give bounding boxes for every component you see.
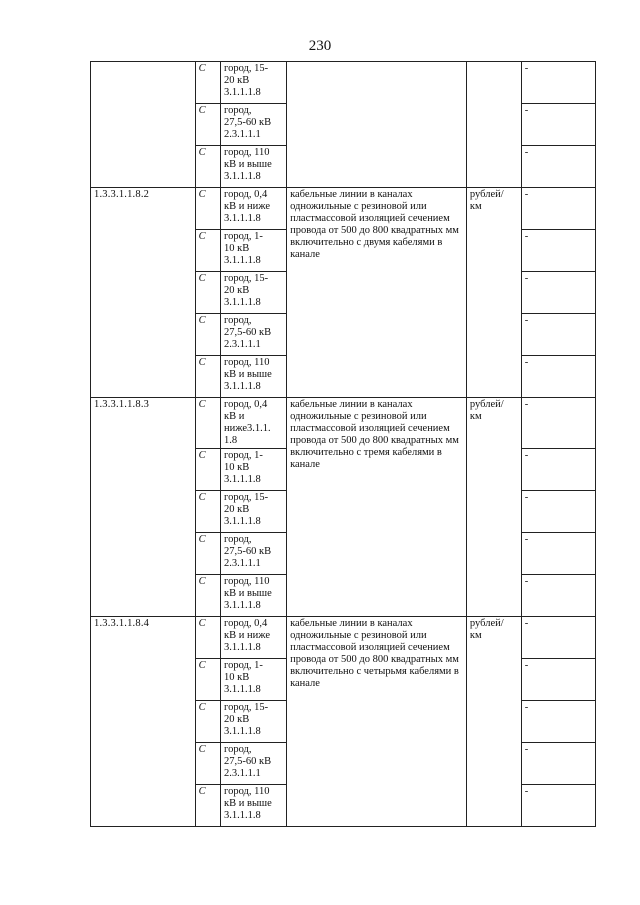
voltage-level-cell	[221, 272, 287, 314]
voltage-level-line: город, 15-	[224, 63, 269, 74]
voltage-level-line: город,	[224, 315, 252, 326]
voltage-level-line: 3.1.1.1.8	[224, 213, 261, 224]
voltage-level-line: 3.1.1.1.8	[224, 381, 261, 392]
page-number: 230	[308, 38, 332, 54]
value-cell: -	[521, 743, 595, 785]
table-row	[91, 617, 596, 659]
voltage-level-line: город, 15-	[224, 492, 269, 503]
category-cell: С	[195, 449, 220, 491]
tariff-table	[90, 61, 596, 827]
value-cell: -	[521, 188, 595, 230]
voltage-level-line: город,	[224, 534, 252, 545]
value-cell: -	[521, 491, 595, 533]
voltage-level-cell	[221, 104, 287, 146]
category-cell: С	[195, 314, 220, 356]
voltage-level-line: кВ и выше	[224, 369, 272, 380]
voltage-level-line: город, 0,4	[224, 399, 268, 410]
voltage-level-line: 2.3.1.1.1	[224, 558, 261, 569]
code-cell	[91, 62, 196, 188]
value-cell: -	[521, 62, 595, 104]
category-cell: С	[195, 701, 220, 743]
voltage-level-line: кВ и ниже	[224, 201, 271, 212]
voltage-level-line: город, 110	[224, 576, 270, 587]
voltage-level-cell	[221, 575, 287, 617]
voltage-level-line: кВ и выше	[224, 588, 272, 599]
voltage-level-line: город, 15-	[224, 273, 269, 284]
value-cell: -	[521, 398, 595, 449]
voltage-level-cell	[221, 230, 287, 272]
value-cell: -	[521, 575, 595, 617]
voltage-level-cell	[221, 146, 287, 188]
voltage-level-line: 20 кВ	[224, 75, 250, 86]
voltage-level-cell	[221, 356, 287, 398]
voltage-level-line: 3.1.1.1.8	[224, 810, 261, 821]
value-cell: -	[521, 230, 595, 272]
category-cell: С	[195, 617, 220, 659]
voltage-level-line: ниже3.1.1.	[224, 423, 271, 434]
category-cell: С	[195, 272, 220, 314]
value-cell: -	[521, 104, 595, 146]
voltage-level-cell	[221, 398, 287, 449]
value-cell: -	[521, 356, 595, 398]
tariff-table-body	[91, 62, 596, 827]
unit-cell: рублей/ км	[466, 617, 521, 827]
category-cell: С	[195, 575, 220, 617]
voltage-level-line: город, 1-	[224, 231, 263, 242]
voltage-level-cell	[221, 701, 287, 743]
category-cell: С	[195, 356, 220, 398]
voltage-level-line: 27,5-60 кВ	[224, 546, 272, 557]
voltage-level-line: 20 кВ	[224, 504, 250, 515]
voltage-level-line: кВ и ниже	[224, 630, 271, 641]
voltage-level-line: кВ и выше	[224, 159, 272, 170]
voltage-level-line: 10 кВ	[224, 243, 250, 254]
description-cell: кабельные линии в каналах одножильные с резиновой или пластмассовой изоляцией сечением провода от 500 до 800 квадратных мм включительно с четырьмя кабелями в канале	[287, 617, 467, 827]
voltage-level-line: 3.1.1.1.8	[224, 171, 261, 182]
voltage-level-line: город,	[224, 744, 252, 755]
voltage-level-line: 3.1.1.1.8	[224, 726, 261, 737]
value-cell: -	[521, 617, 595, 659]
code-cell: 1.3.3.1.1.8.3	[91, 398, 196, 617]
voltage-level-cell	[221, 533, 287, 575]
voltage-level-line: 20 кВ	[224, 714, 250, 725]
voltage-level-line: 27,5-60 кВ	[224, 756, 272, 767]
voltage-level-cell	[221, 449, 287, 491]
voltage-level-cell	[221, 785, 287, 827]
voltage-level-line: 2.3.1.1.1	[224, 129, 261, 140]
voltage-level-line: 3.1.1.1.8	[224, 255, 261, 266]
description-cell: кабельные линии в каналах одножильные с резиновой или пластмассовой изоляцией сечением провода от 500 до 800 квадратных мм включительно с двумя кабелями в канале	[287, 188, 467, 398]
unit-cell: рублей/ км	[466, 188, 521, 398]
voltage-level-line: город, 110	[224, 147, 270, 158]
voltage-level-line: 3.1.1.1.8	[224, 474, 261, 485]
code-cell: 1.3.3.1.1.8.2	[91, 188, 196, 398]
voltage-level-line: город, 110	[224, 357, 270, 368]
value-cell: -	[521, 659, 595, 701]
category-cell: С	[195, 188, 220, 230]
value-cell: -	[521, 533, 595, 575]
category-cell: С	[195, 743, 220, 785]
table-row	[91, 188, 596, 230]
voltage-level-line: 20 кВ	[224, 285, 250, 296]
description-cell	[287, 62, 467, 188]
voltage-level-line: 3.1.1.1.8	[224, 642, 261, 653]
voltage-level-line: город, 1-	[224, 660, 263, 671]
voltage-level-line: 3.1.1.1.8	[224, 297, 261, 308]
value-cell: -	[521, 701, 595, 743]
category-cell: С	[195, 146, 220, 188]
voltage-level-line: город, 110	[224, 786, 270, 797]
value-cell: -	[521, 449, 595, 491]
voltage-level-cell	[221, 314, 287, 356]
voltage-level-line: 2.3.1.1.1	[224, 768, 261, 779]
category-cell: С	[195, 104, 220, 146]
voltage-level-line: 3.1.1.1.8	[224, 516, 261, 527]
voltage-level-line: 27,5-60 кВ	[224, 327, 272, 338]
voltage-level-line: 3.1.1.1.8	[224, 600, 261, 611]
category-cell: С	[195, 62, 220, 104]
category-cell: С	[195, 230, 220, 272]
description-cell: кабельные линии в каналах одножильные с резиновой или пластмассовой изоляцией сечением провода от 500 до 800 квадратных мм включительно с тремя кабелями в канале	[287, 398, 467, 617]
value-cell: -	[521, 272, 595, 314]
voltage-level-line: 10 кВ	[224, 672, 250, 683]
category-cell: С	[195, 491, 220, 533]
voltage-level-line: город, 0,4	[224, 618, 268, 629]
value-cell: -	[521, 146, 595, 188]
voltage-level-cell	[221, 617, 287, 659]
unit-cell	[466, 62, 521, 188]
table-row	[91, 62, 596, 104]
voltage-level-line: город, 0,4	[224, 189, 268, 200]
voltage-level-line: 3.1.1.1.8	[224, 87, 261, 98]
category-cell: С	[195, 785, 220, 827]
voltage-level-line: 3.1.1.1.8	[224, 684, 261, 695]
table-row	[91, 398, 596, 449]
code-cell: 1.3.3.1.1.8.4	[91, 617, 196, 827]
category-cell: С	[195, 659, 220, 701]
voltage-level-cell	[221, 743, 287, 785]
voltage-level-line: город, 15-	[224, 702, 269, 713]
voltage-level-line: 1.8	[224, 435, 238, 446]
value-cell: -	[521, 785, 595, 827]
voltage-level-cell	[221, 659, 287, 701]
value-cell: -	[521, 314, 595, 356]
voltage-level-line: 2.3.1.1.1	[224, 339, 261, 350]
voltage-level-line: город, 1-	[224, 450, 263, 461]
category-cell: С	[195, 398, 220, 449]
voltage-level-line: кВ и	[224, 411, 245, 422]
voltage-level-line: город,	[224, 105, 252, 116]
unit-cell: рублей/ км	[466, 398, 521, 617]
voltage-level-line: кВ и выше	[224, 798, 272, 809]
category-cell: С	[195, 533, 220, 575]
voltage-level-cell	[221, 491, 287, 533]
voltage-level-cell	[221, 188, 287, 230]
voltage-level-line: 10 кВ	[224, 462, 250, 473]
voltage-level-line: 27,5-60 кВ	[224, 117, 272, 128]
voltage-level-cell	[221, 62, 287, 104]
